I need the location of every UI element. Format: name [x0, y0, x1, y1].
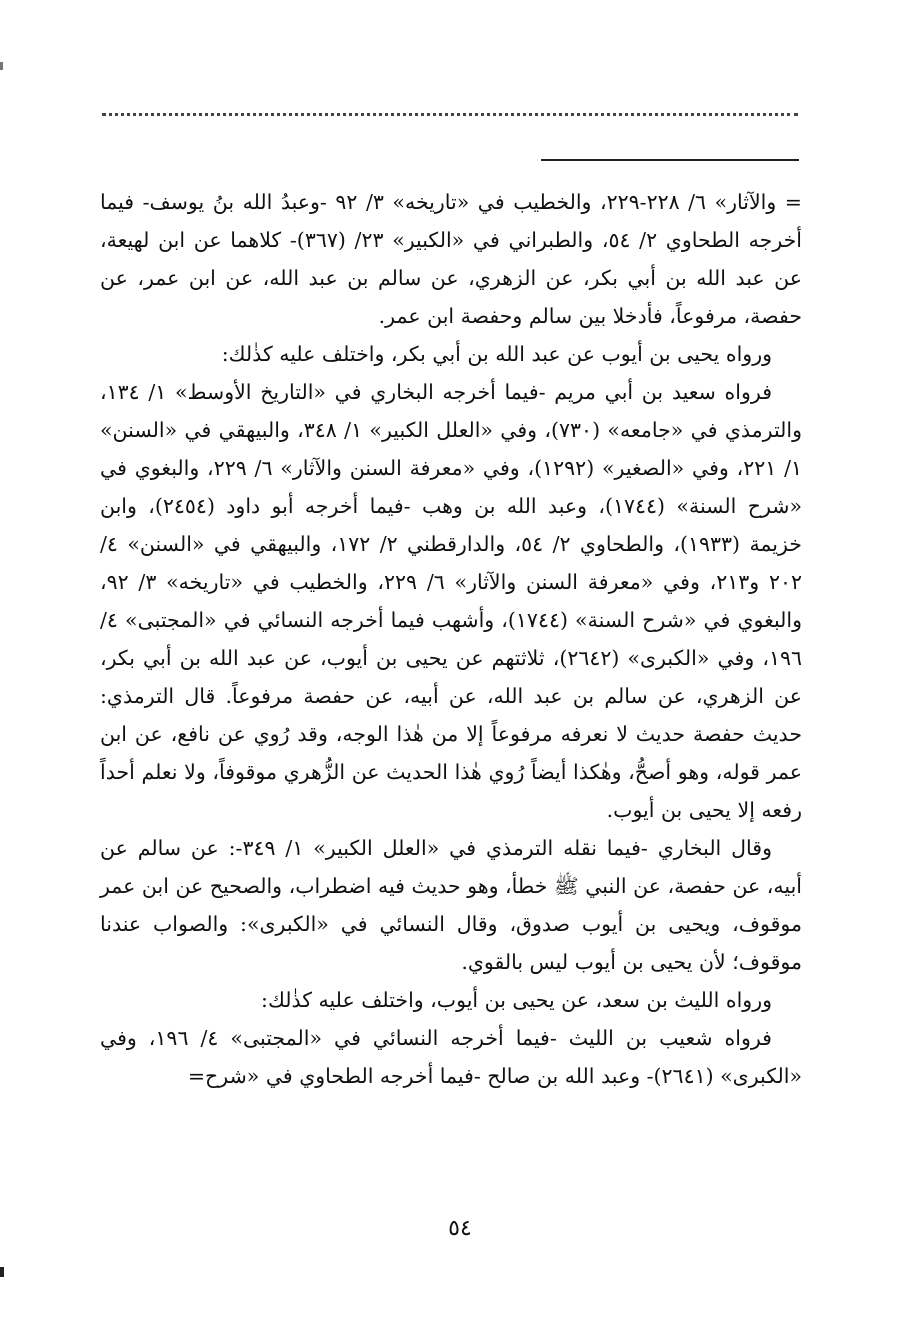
- footnote-text: [100, 183, 802, 1095]
- paragraph-5: ورواه الليث بن سعد، عن يحيى بن أيوب، واختلف عليه كذٰلك:: [261, 988, 772, 1012]
- paragraph-4: وقال البخاري -فيما نقله الترمذي في «العلل الكبير» ١/ ٣٤٩-: عن سالم عن أبيه، عن حفصة، عن النبي ﷺ خطأ، وهو حديث فيه اضطراب، والصحيح عن ابن عمر موقوف، ويحيى بن أيوب صدوق، وقال النسائي في «الكبرى»: والصواب عندنا موقوف؛ لأن يحيى بن أيوب ليس بالقوي.: [100, 836, 802, 974]
- paragraph-6: فرواه شعيب بن الليث -فيما أخرجه النسائي في «المجتبى» ٤/ ١٩٦، وفي «الكبرى» (٢٦٤١)- وعبد الله بن صالح -فيما أخرجه الطحاوي في «شرح=: [100, 1026, 802, 1088]
- dotted-separator: [102, 113, 798, 126]
- footnote-rule: [541, 159, 799, 161]
- paragraph-3: فرواه سعيد بن أبي مريم -فيما أخرجه البخاري في «التاريخ الأوسط» ١/ ١٣٤، والترمذي في «جامعه» (٧٣٠)، وفي «العلل الكبير» ١/ ٣٤٨، والبيهقي في «السنن» ١/ ٢٢١، وفي «الصغير» (١٢٩٢)، وفي «معرفة السنن والآثار» ٦/ ٢٢٩، والبغوي في «شرح السنة» (١٧٤٤)، وعبد الله بن وهب -فيما أخرجه أبو داود (٢٤٥٤)، وابن خزيمة (١٩٣٣)، والطحاوي ٢/ ٥٤، والدارقطني ٢/ ١٧٢، والبيهقي في «السنن» ٤/ ٢٠٢ و٢١٣، وفي «معرفة السنن والآثار» ٦/ ٢٢٩، والخطيب في «تاريخه» ٣/ ٩٢، والبغوي في «شرح السنة» (١٧٤٤)، وأشهب فيما أخرجه النسائي في «المجتبى» ٤/ ١٩٦، وفي «الكبرى» (٢٦٤٢)، ثلاثتهم عن يحيى بن أيوب، عن عبد الله بن أبي بكر، عن الزهري، عن سالم بن عبد الله، عن أبيه، عن حفصة مرفوعاً. قال الترمذي: حديث حفصة حديث لا نعرفه مرفوعاً إلا من هٰذا الوجه، وقد رُوي عن نافع، عن ابن عمر قوله، وهو أصحُّ، وهٰكذا أيضاً رُوي هٰذا الحديث عن الزُّهري موقوفاً، ولا نعلم أحداً رفعه إلا يحيى بن أيوب.: [100, 380, 803, 822]
- paragraph-2: ورواه يحيى بن أيوب عن عبد الله بن أبي بكر، واختلف عليه كذٰلك:: [221, 342, 772, 366]
- paragraph-1: = والآثار» ٦/ ٢٢٨-٢٢٩، والخطيب في «تاريخه» ٣/ ٩٢ -وعبدُ الله بنُ يوسف- فيما أخرجه الطحاوي ٢/ ٥٤، والطبراني في «الكبير» ٢٣/ (٣٦٧)- كلاهما عن ابن لهيعة، عن عبد الله بن أبي بكر، عن الزهري، عن سالم بن عبد الله، عن ابن عمر، عن حفصة، مرفوعاً، فأدخلا بين سالم وحفصة ابن عمر.: [100, 190, 802, 328]
- scan-edge-mark: [0, 62, 3, 70]
- page-number: ٥٤: [448, 1216, 472, 1241]
- scan-edge-mark-bottom: [0, 1267, 4, 1277]
